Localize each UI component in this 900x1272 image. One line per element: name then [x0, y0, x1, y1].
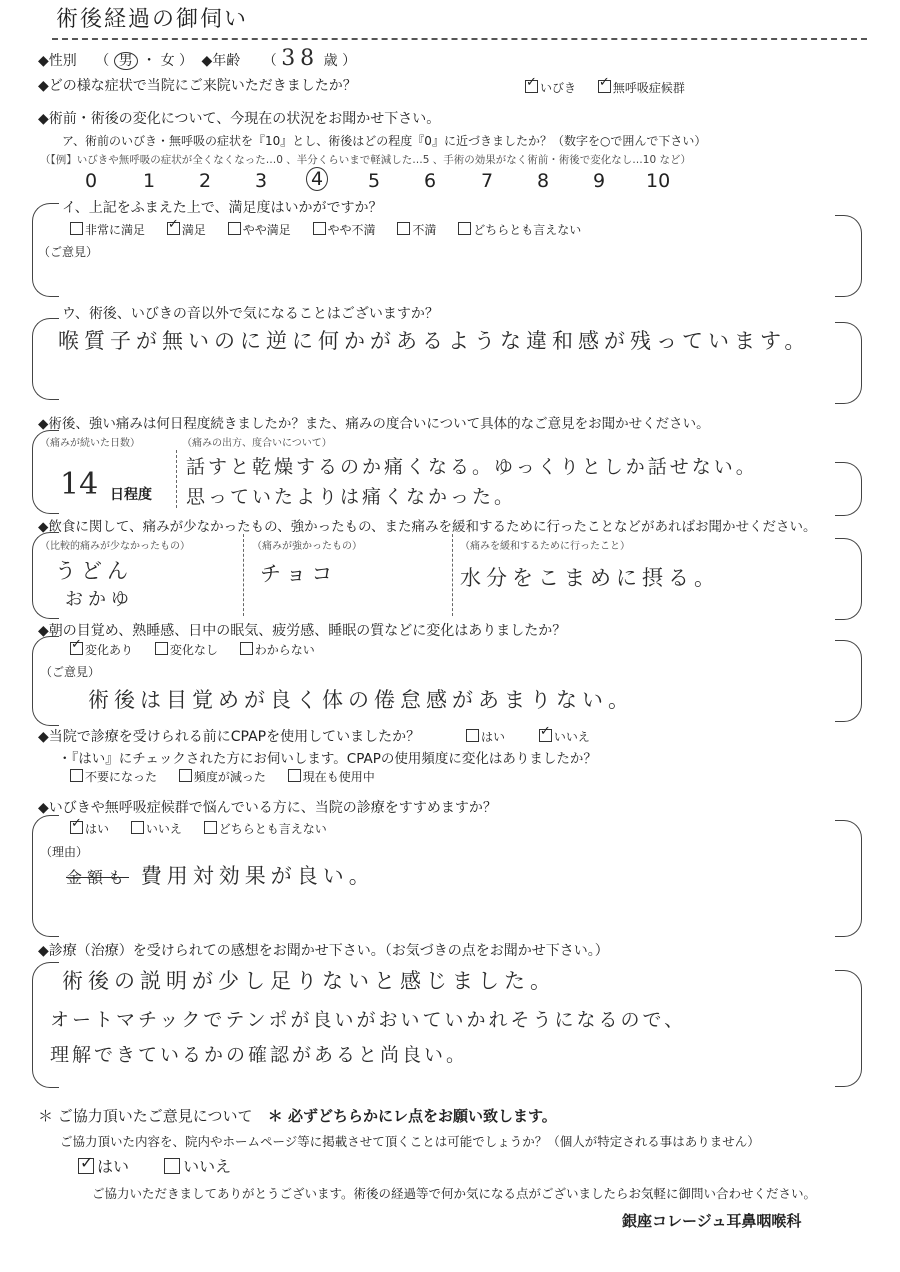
other-concern-answer[interactable]: 喉質子が無いのに逆に何かがあるような違和感が残っています。 — [58, 329, 811, 353]
bracket-left — [32, 815, 59, 937]
food-col1-label: （比較的痛みが少なかったもの） — [40, 541, 190, 552]
bracket-right — [835, 215, 862, 297]
pain-days-unit: 日程度 — [110, 487, 152, 503]
food-col3-value[interactable]: 水分をこまめに摂る。 — [460, 566, 720, 590]
food-col1-line1[interactable]: うどん — [55, 559, 133, 583]
scale-0[interactable]: 0 — [85, 170, 98, 192]
consent-options — [78, 1154, 231, 1177]
scale-5[interactable]: 5 — [368, 170, 381, 192]
cpap-followup-question: ・『はい』にチェックされた方にお伺いします。CPAPの使用頻度に変化はありましたか？ — [58, 751, 597, 767]
column-divider — [243, 534, 244, 616]
sleep-options — [70, 641, 315, 658]
satisfaction-somewhat-dissatisfied[interactable]: やや不満 — [313, 223, 376, 237]
bracket-left — [32, 636, 59, 726]
recommend-neutral-option[interactable]: どちらとも言えない — [204, 822, 327, 836]
sleep-unknown-option[interactable]: わからない — [240, 643, 315, 657]
sleep-comment-label: （ご意見） — [40, 665, 101, 679]
consent-heading-a: ＊ ご協力頂いたご意見について — [38, 1107, 253, 1125]
column-divider — [452, 534, 453, 616]
gender-male-option[interactable]: 男 — [114, 52, 138, 70]
scale-9[interactable]: 9 — [593, 170, 606, 192]
cpap-options — [466, 728, 590, 745]
consent-heading-b: ＊ 必ずどちらかにレ点をお願い致します。 — [267, 1107, 557, 1125]
recommend-answer: 費用対効果が良い。 — [140, 864, 375, 888]
column-divider — [176, 450, 177, 508]
satisfaction-very-satisfied[interactable]: 非常に満足 — [70, 223, 145, 237]
checkbox-icon — [539, 729, 552, 742]
age-label: ◆年齢 — [201, 53, 241, 69]
recommend-options — [70, 820, 327, 837]
checkbox-icon — [70, 222, 83, 235]
struck-text: 金額も — [66, 868, 130, 887]
bracket-left — [32, 318, 59, 400]
other-concern-question: ウ、術後、いびきの音以外で気になることはございますか？ — [62, 306, 439, 322]
checkbox-icon — [397, 222, 410, 235]
scale-4-selected[interactable]: 4 — [306, 167, 328, 191]
bracket-right — [835, 462, 862, 516]
impressions-line3[interactable]: 理解できているかの確認があると尚良い。 — [50, 1044, 469, 1066]
cpap-yes-option[interactable]: はい — [466, 730, 505, 744]
checkbox-icon — [458, 222, 471, 235]
page-title: 術後経過の御伺い — [56, 7, 249, 32]
checkbox-icon — [78, 1158, 94, 1174]
pain-days-label: （痛みが続いた日数） — [40, 438, 140, 449]
scale-8[interactable]: 8 — [537, 170, 550, 192]
recommend-question: ◆いびきや無呼吸症候群で悩んでいる方に、当院の診療をすすめますか？ — [38, 800, 497, 816]
checkbox-icon — [525, 80, 538, 93]
satisfaction-comment-label: （ご意見） — [38, 245, 99, 259]
scale-10[interactable]: 10 — [646, 170, 671, 192]
satisfaction-dissatisfied[interactable]: 不満 — [397, 223, 436, 237]
checkbox-icon — [466, 729, 479, 742]
consent-thanks: ご協力いただきましてありがとうございます。術後の経過等で何か気になる点がございましたらお気軽に御問い合わせください。 — [92, 1186, 817, 1201]
gender-female-option[interactable]: 女 — [160, 53, 175, 69]
food-col3-label: （痛みを緩和するために行ったこと） — [460, 541, 630, 552]
checkbox-icon — [164, 1158, 180, 1174]
age-value[interactable]: 38 — [281, 46, 320, 71]
food-col2-value[interactable]: チョコ — [260, 562, 338, 586]
recommend-reason-label: （理由） — [40, 845, 89, 859]
gender-age-row: ◆性別 （ 男 ・ 女 ） ◆年齢 （ 38 歳 ） — [38, 46, 357, 71]
checkbox-icon — [313, 222, 326, 235]
change-question: ◆術前・術後の変化について、今現在の状況をお聞かせ下さい。 — [38, 111, 441, 127]
bracket-right — [835, 538, 862, 620]
sleep-question: ◆朝の目覚め、熟睡感、日中の眠気、疲労感、睡眠の質などに変化はありましたか？ — [38, 623, 567, 639]
scale-6[interactable]: 6 — [424, 170, 437, 192]
food-question: ◆飲食に関して、痛みが少なかったもの、強かったもの、また痛みを緩和するために行ったことなどがあればお聞かせください。 — [38, 519, 817, 535]
checkbox-icon — [179, 769, 192, 782]
checkbox-icon — [70, 769, 83, 782]
satisfaction-options — [70, 221, 581, 238]
recommend-yes-option[interactable]: ✓はい — [70, 822, 109, 836]
pain-question: ◆術後、強い痛みは何日程度続きましたか？また、痛みの度合いについて具体的なご意見をお聞かせください。 — [38, 416, 710, 432]
checkbox-icon — [204, 821, 217, 834]
satisfaction-neutral[interactable]: どちらとも言えない — [458, 223, 581, 237]
recommend-reason[interactable] — [66, 860, 375, 890]
bracket-right — [835, 322, 862, 404]
checkbox-icon — [70, 821, 83, 834]
sleep-answer[interactable]: 術後は目覚めが良く体の倦怠感があまりない。 — [88, 688, 634, 712]
consent-question: ご協力頂いた内容を、院内やホームページ等に掲載させて頂くことは可能でしょうか？（個人が特定される事はありません） — [60, 1134, 760, 1149]
recommend-no-option[interactable]: いいえ — [131, 822, 182, 836]
cpap-less-frequent[interactable]: 頻度が減った — [179, 770, 266, 784]
scale-3[interactable]: 3 — [255, 170, 268, 192]
symptoms-options — [525, 79, 685, 96]
cpap-no-longer-needed[interactable]: 不要になった — [70, 770, 157, 784]
checkbox-icon — [598, 80, 611, 93]
food-col2-label: （痛みが強かったもの） — [252, 541, 362, 552]
checkbox-icon — [240, 642, 253, 655]
satisfaction-question: イ、上記をふまえた上で、満足度はいかがですか？ — [62, 200, 383, 216]
pain-degree-line2[interactable]: 思っていたよりは痛くなかった。 — [186, 486, 517, 508]
bracket-right — [835, 820, 862, 937]
title-divider — [52, 38, 867, 40]
checkbox-icon — [288, 769, 301, 782]
cpap-still-using[interactable]: 現在も使用中 — [288, 770, 375, 784]
consent-headings — [38, 1105, 557, 1126]
impressions-line2[interactable]: オートマチックでテンポが良いがおいていかれそうになるので、 — [50, 1009, 687, 1031]
satisfaction-satisfied[interactable]: ✓ 満足 — [167, 223, 206, 237]
sleep-changed-option[interactable]: ✓変化あり — [70, 643, 133, 657]
satisfaction-somewhat-satisfied[interactable]: やや満足 — [228, 223, 291, 237]
checkbox-icon — [167, 222, 180, 235]
clinic-name: 銀座コレージュ耳鼻咽喉科 — [622, 1212, 802, 1230]
checkbox-icon — [228, 222, 241, 235]
pain-days-value[interactable]: 14 — [60, 467, 99, 502]
cpap-no-option[interactable]: ✓ いいえ — [539, 730, 590, 744]
checkbox-icon — [131, 821, 144, 834]
sleep-no-change-option[interactable]: 変化なし — [155, 643, 218, 657]
consent-no-option[interactable]: いいえ — [164, 1157, 231, 1176]
scale-1[interactable]: 1 — [143, 170, 156, 192]
symptoms-question: ◆どの様な症状で当院にご来院いただきましたか？ — [38, 78, 357, 94]
consent-yes-option[interactable]: ✓はい — [78, 1157, 129, 1176]
pain-degree-label: （痛みの出方、度合いについて） — [182, 438, 332, 449]
checkbox-icon — [70, 642, 83, 655]
change-example: （【例】いびきや無呼吸の症状が全くなくなった…0 、半分くらいまで軽減した…5 、手術の効果がなく術前・術後で変化なし…10 など） — [40, 154, 691, 166]
cpap-followup-options — [70, 768, 375, 785]
symptom-snoring-option[interactable]: ✓ いびき — [525, 81, 576, 95]
gender-label: ◆性別 — [38, 53, 77, 69]
scale-7[interactable]: 7 — [481, 170, 494, 192]
bracket-right — [835, 640, 862, 722]
pain-degree-line1[interactable]: 話すと乾燥するのか痛くなる。ゆっくりとしか話せない。 — [186, 456, 758, 478]
impressions-line1[interactable]: 術後の説明が少し足りないと感じました。 — [62, 969, 556, 993]
checkbox-icon — [155, 642, 168, 655]
impressions-question: ◆診療（治療）を受けられての感想をお聞かせ下さい。（お気づきの点をお聞かせ下さい。） — [38, 943, 609, 959]
symptom-apnea-option[interactable]: ✓ 無呼吸症候群 — [598, 81, 685, 95]
scale-2[interactable]: 2 — [199, 170, 212, 192]
bracket-right — [835, 970, 862, 1087]
cpap-question: ◆当院で診療を受けられる前にCPAPを使用していましたか？ — [38, 729, 421, 745]
food-col1-line2[interactable]: おかゆ — [65, 589, 134, 610]
change-sub-question: ア、術前のいびき・無呼吸の症状を『10』とし、術後はどの程度『0』に近づきましたか？（数字を○で囲んで下さい） — [62, 134, 707, 148]
